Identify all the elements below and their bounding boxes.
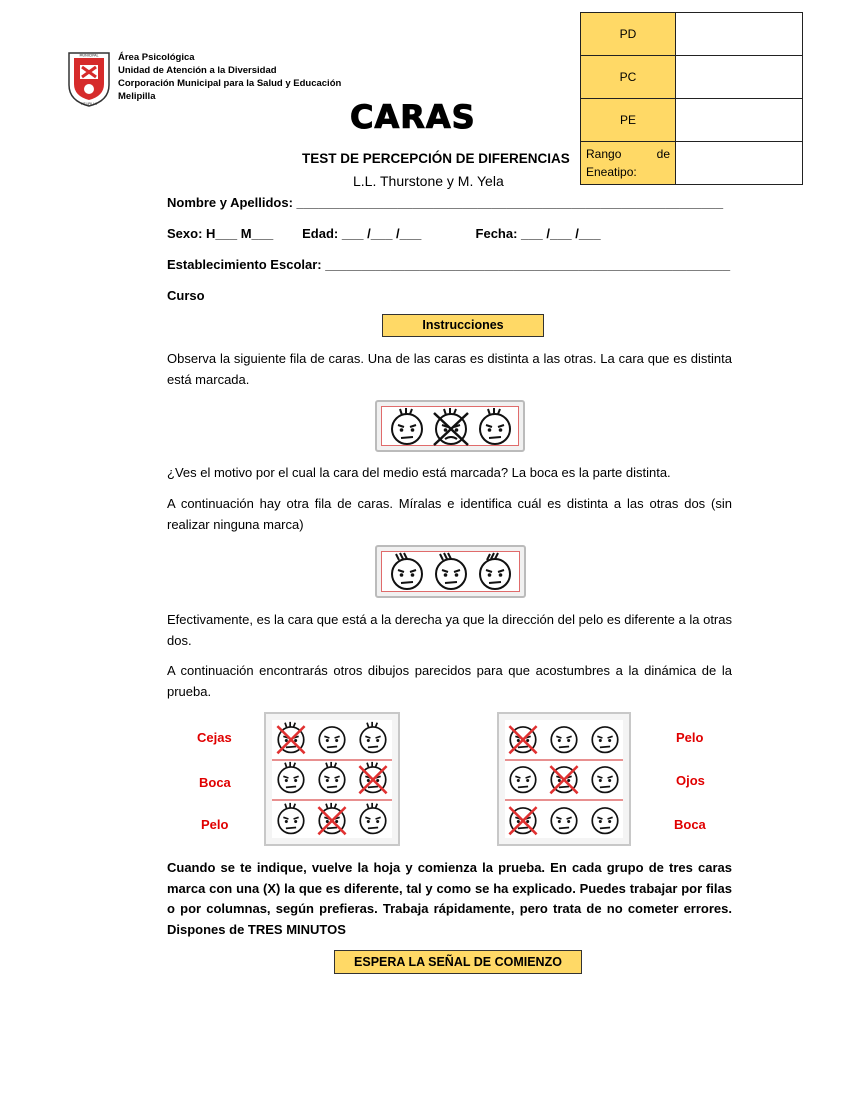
practice-grid-right [497, 712, 631, 846]
org-line: Corporación Municipal para la Salud y Educación [118, 78, 342, 89]
face-icon [392, 553, 422, 589]
score-label-pd: PD [581, 13, 676, 56]
practice-grid-left [264, 712, 400, 846]
score-row [581, 56, 803, 99]
paragraph-1: Observa la siguiente fila de caras. Una de las caras es distinta a las otras. La cara que es distinta está marcada. [167, 351, 732, 387]
test-subtitle: TEST DE PERCEPCIÓN DE DIFERENCIAS [302, 151, 570, 166]
score-value-pd[interactable] [676, 13, 803, 56]
course-field[interactable]: Curso [167, 288, 205, 303]
start-signal-box: ESPERA LA SEÑAL DE COMIENZO [334, 950, 582, 974]
face-icon [480, 553, 510, 589]
example-face-row-1 [375, 400, 525, 452]
face-icon [434, 408, 468, 445]
face-icon [551, 808, 577, 834]
left-label-boca: Boca [199, 775, 231, 790]
score-value-pe[interactable] [676, 99, 803, 142]
paragraph-4: Efectivamente, es la cara que está a la derecha ya que la dirección del pelo es diferente a la otras dos. [167, 612, 732, 648]
svg-text:MUNICIPAL: MUNICIPAL [79, 53, 99, 58]
face-icon [480, 408, 510, 444]
example-face-row-2 [375, 545, 526, 598]
paragraph-5: A continuación encontrarás otros dibujos parecidos para que acostumbres a la dinámica de la prueba. [167, 663, 732, 699]
org-line: Unidad de Atención a la Diversidad [118, 65, 277, 76]
test-title: CARAS [350, 98, 476, 136]
face-icon [510, 767, 536, 793]
instructions-heading: Instrucciones [382, 314, 544, 337]
test-authors: L.L. Thurstone y M. Yela [353, 173, 504, 189]
face-icon [436, 553, 466, 589]
score-row [581, 13, 803, 56]
score-value-pc[interactable] [676, 56, 803, 99]
face-icon [551, 727, 577, 753]
score-table [580, 12, 803, 185]
left-label-cejas: Cejas [197, 730, 232, 745]
score-value-rango[interactable] [676, 142, 803, 185]
face-icon [392, 408, 422, 444]
svg-text:MELIPILLA: MELIPILLA [80, 102, 98, 106]
score-label-rango: Rango de Eneatipo: [581, 142, 676, 185]
org-line: Área Psicológica [118, 52, 195, 63]
score-label-pe: PE [581, 99, 676, 142]
school-field[interactable]: Establecimiento Escolar: ________________________________________________________ [167, 257, 731, 272]
face-icon [550, 766, 577, 793]
face-icon [592, 808, 618, 834]
left-label-pelo: Pelo [201, 817, 229, 832]
paragraph-2: ¿Ves el motivo por el cual la cara del medio está marcada? La boca es la parte distinta. [167, 465, 671, 480]
paragraph-3: A continuación hay otra fila de caras. Míralas e identifica cuál es distinta a las otras dos (sin realizar ninguna marca) [167, 496, 732, 532]
score-label-pc: PC [581, 56, 676, 99]
score-row [581, 142, 803, 185]
face-icon [592, 727, 618, 753]
face-icon [509, 726, 536, 753]
corporation-logo [67, 49, 111, 107]
right-label-pelo: Pelo [676, 730, 704, 745]
sex-age-date-field[interactable]: Sexo: H___ M___ Edad: ___ /___ /___ Fecha: ___ /___ /___ [167, 226, 601, 241]
paragraph-6: Cuando se te indique, vuelve la hoja y comienza la prueba. En cada grupo de tres caras marca con una (X) la que es diferente, tal y como se ha explicado. Puedes trabajar por filas o por columnas, según prefieras. Trabaja rápidamente, pero trata de no cometer errores. Dispones de TRES MINUTOS [167, 860, 732, 937]
face-icon [592, 767, 618, 793]
name-field[interactable]: Nombre y Apellidos: ___________________________________________________________ [167, 195, 724, 210]
face-icon [509, 807, 536, 834]
score-row [581, 99, 803, 142]
organization-header [118, 51, 341, 103]
right-label-boca: Boca [674, 817, 706, 832]
right-label-ojos: Ojos [676, 773, 705, 788]
org-line: Melipilla [118, 91, 156, 102]
face-icon [319, 727, 345, 753]
